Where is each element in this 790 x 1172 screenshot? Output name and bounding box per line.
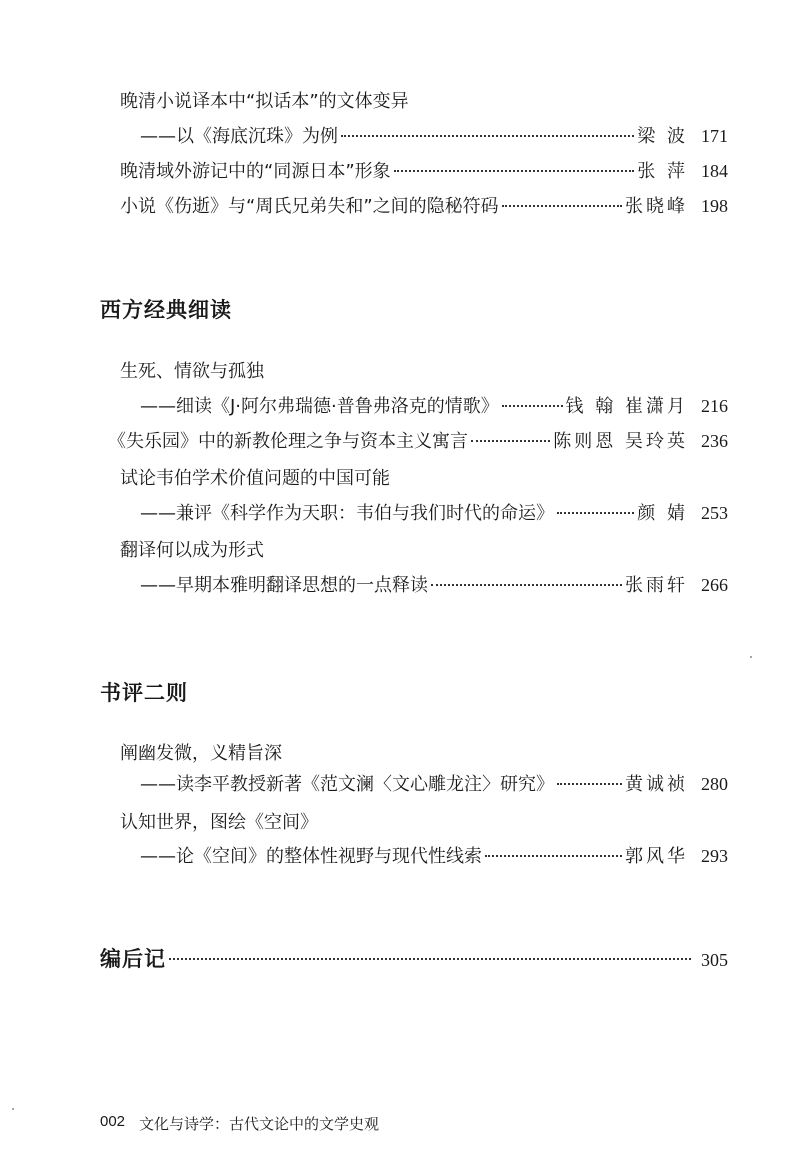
toc-entry[interactable]	[108, 429, 728, 454]
entry-title: 阐幽发微，义精旨深	[120, 743, 282, 764]
toc-entry[interactable]	[140, 124, 728, 149]
entry-subtitle: ——细读《J·阿尔弗瑞德·普鲁弗洛克的情歌》	[140, 396, 499, 417]
entry-page-number: 171	[701, 126, 728, 146]
dot-leader	[502, 205, 622, 207]
entry-page-number: 266	[701, 575, 728, 595]
footer-page-number: 002	[100, 1113, 126, 1130]
toc-entry[interactable]	[140, 573, 728, 598]
dot-leader	[502, 405, 563, 407]
dot-leader	[557, 512, 634, 514]
entry-author: 郭风华	[625, 846, 688, 867]
scan-speck	[12, 1108, 14, 1110]
entry-author: 黄诚祯	[625, 774, 688, 795]
dot-leader	[485, 855, 622, 857]
toc-entry-title	[120, 811, 730, 835]
toc-entry-postscript[interactable]	[100, 943, 728, 973]
toc-entry-title	[120, 90, 730, 114]
page-footer	[100, 1113, 379, 1134]
entry-title: 《失乐园》中的新教伦理之争与资本主义寓言	[108, 431, 468, 452]
entry-subtitle: ——以《海底沉珠》为例	[140, 126, 338, 147]
entry-author: 陈则恩 吴玲英	[553, 431, 688, 452]
entry-subtitle: ——读李平教授新著《范文澜〈文心雕龙注〉研究》	[140, 774, 554, 795]
toc-entry-title	[120, 467, 730, 491]
entry-author: 梁 波	[637, 126, 688, 147]
entry-author: 张晓峰	[625, 196, 688, 217]
entry-subtitle: ——论《空间》的整体性视野与现代性线索	[140, 846, 482, 867]
toc-entry-title	[120, 539, 730, 563]
entry-subtitle: ——兼评《科学作为天职：韦伯与我们时代的命运》	[140, 503, 554, 524]
entry-author: 颜 婧	[637, 503, 688, 524]
toc-entry[interactable]	[120, 159, 728, 184]
dot-leader	[169, 958, 691, 960]
entry-title: 小说《伤逝》与“周氏兄弟失和”之间的隐秘符码	[120, 196, 499, 217]
entry-subtitle: ——早期本雅明翻译思想的一点释读	[140, 575, 428, 596]
dot-leader	[341, 135, 634, 137]
toc-entry[interactable]	[120, 194, 728, 219]
entry-page-number: 184	[701, 161, 728, 181]
toc-entry-title	[120, 360, 730, 384]
entry-page-number: 236	[701, 431, 728, 451]
dot-leader	[471, 440, 550, 442]
scan-speck	[750, 656, 752, 658]
section-heading: 西方经典细读	[100, 298, 232, 322]
entry-title: 试论韦伯学术价值问题的中国可能	[120, 468, 390, 489]
entry-title: 生死、情欲与孤独	[120, 361, 264, 382]
entry-title: 晚清域外游记中的“同源日本”形象	[120, 161, 391, 182]
dot-leader	[557, 783, 622, 785]
entry-page-number: 305	[701, 950, 728, 970]
entry-page-number: 216	[701, 396, 728, 416]
entry-title: 认知世界，图绘《空间》	[120, 812, 318, 833]
entry-author: 张 萍	[637, 161, 688, 182]
toc-entry[interactable]	[140, 394, 728, 419]
entry-title: 翻译何以成为形式	[120, 540, 264, 561]
toc-entry[interactable]	[140, 844, 728, 869]
postscript-title: 编后记	[100, 947, 166, 971]
toc-entry[interactable]	[140, 772, 728, 797]
entry-page-number: 293	[701, 846, 728, 866]
dot-leader	[394, 170, 635, 172]
entry-title: 晚清小说译本中“拟话本”的文体变异	[120, 91, 409, 112]
entry-page-number: 280	[701, 774, 728, 794]
dot-leader	[431, 584, 622, 586]
footer-book-title: 文化与诗学：古代文论中的文学史观	[139, 1115, 380, 1133]
entry-page-number: 198	[701, 196, 728, 216]
entry-author: 张雨轩	[625, 575, 688, 596]
entry-page-number: 253	[701, 503, 728, 523]
toc-entry-title	[120, 742, 730, 766]
entry-author: 钱 翰 崔潇月	[565, 396, 688, 417]
section-heading: 书评二则	[100, 681, 188, 705]
toc-entry[interactable]	[140, 501, 728, 526]
